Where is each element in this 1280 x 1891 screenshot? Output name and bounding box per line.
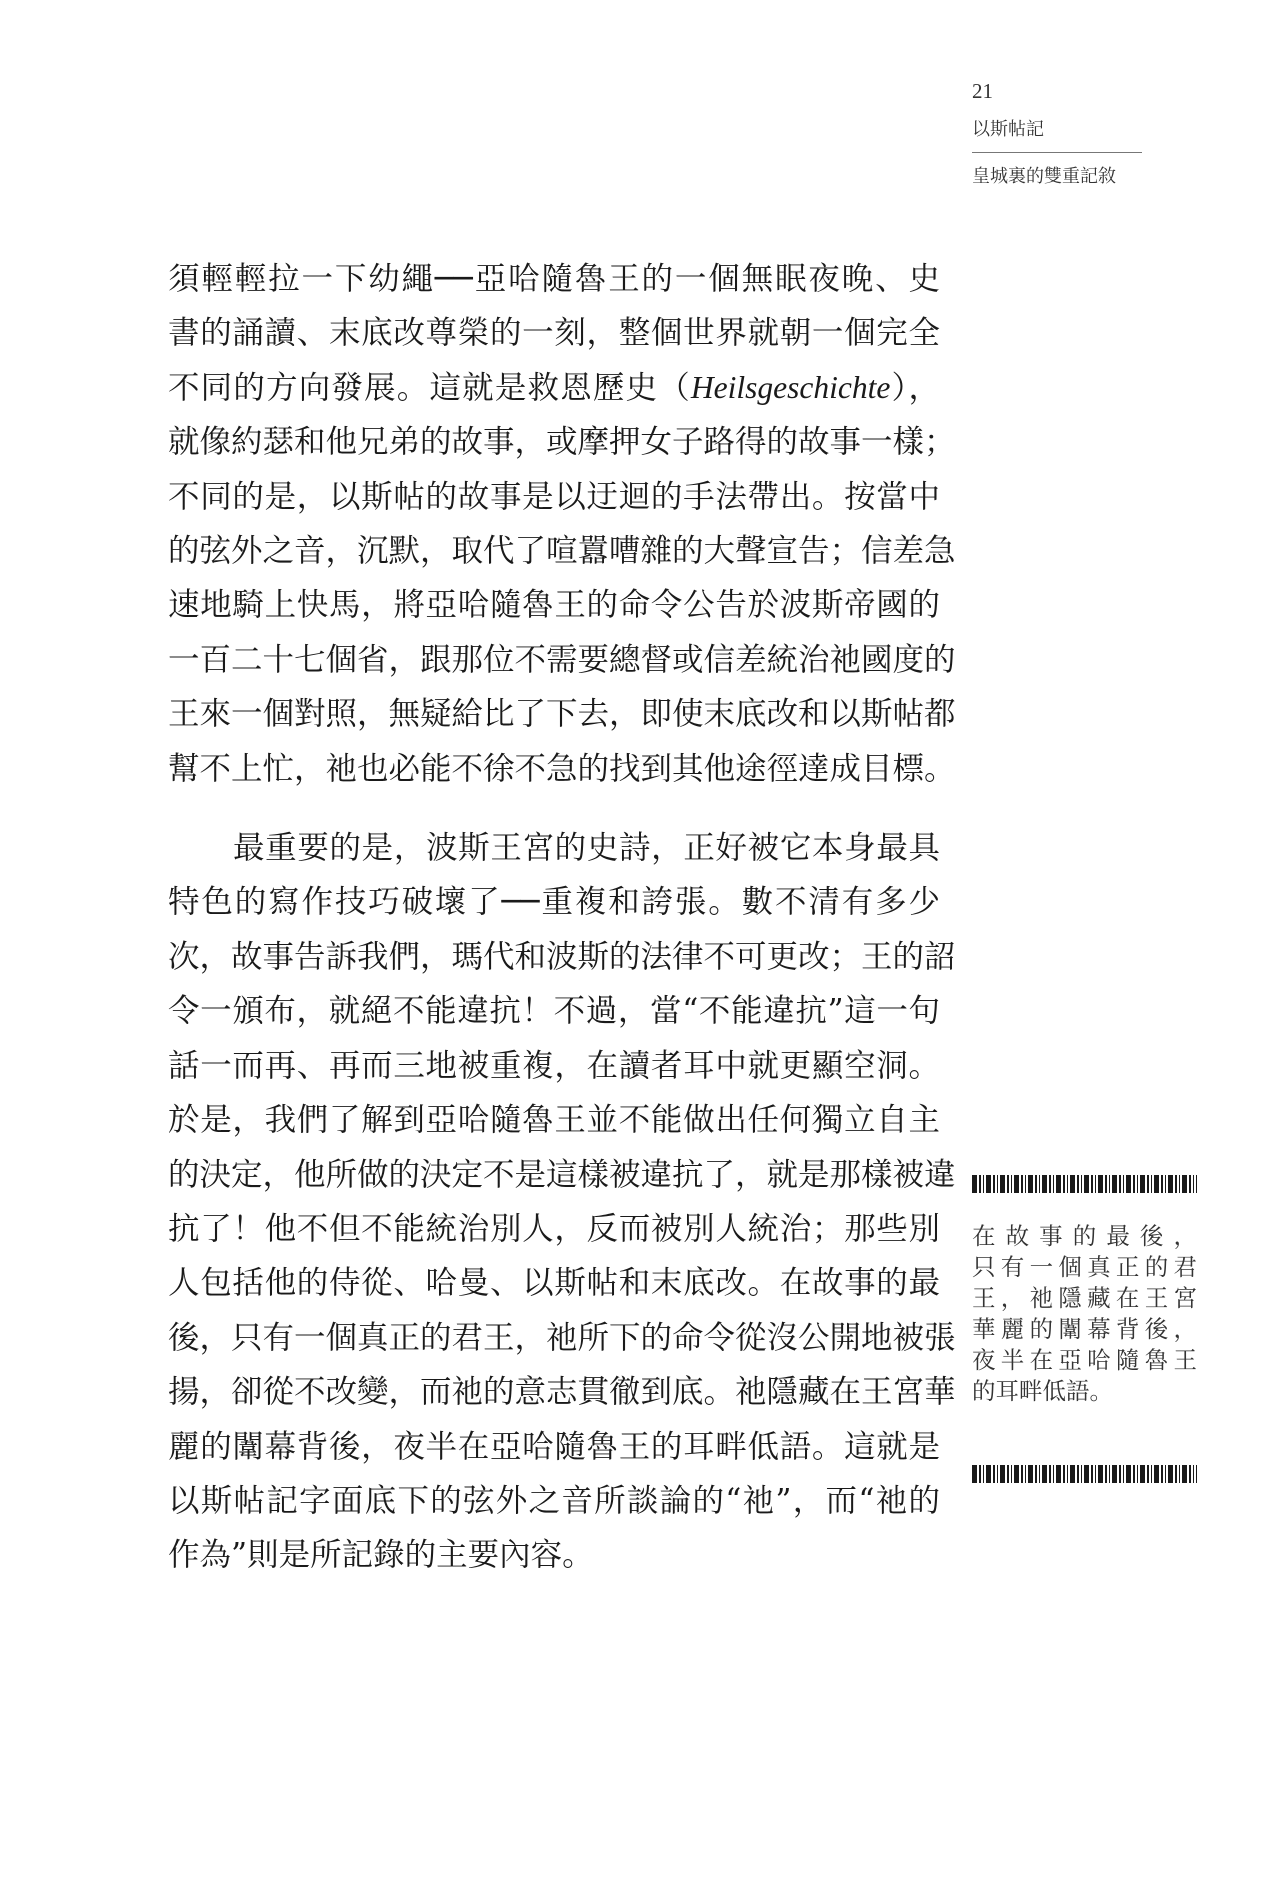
text-line: 的決定，他所做的決定不是這樣被違抗了，就是那樣被違 [168,1156,956,1193]
text-line: 揚，卻從不改變，而祂的意志貫徹到底。祂隱藏在王宮華 [168,1374,956,1411]
text-line: 以斯帖記字面底下的弦外之音所談論的“祂”，而“祂的 [168,1482,940,1519]
quote-line: 夜半在亞哈隨魯王 [972,1346,1197,1374]
text-line: 就像約瑟和他兄弟的故事，或摩押女子路得的故事一樣； [168,424,956,461]
text-line: 須輕輕拉一下幼繩──亞哈隨魯王的一個無眠夜晚、史 [168,261,940,297]
text-line: 次，故事告訴我們，瑪代和波斯的法律不可更改；王的詔 [168,938,956,975]
text-line: 的弦外之音，沉默，取代了喧囂嘈雜的大聲宣告；信差急 [168,533,956,570]
text-line: 特色的寫作技巧破壞了──重複和誇張。數不清有多少 [168,884,940,921]
quote-line: 在故事的最後， [972,1222,1197,1250]
pull-quote-bottom-bar [972,1465,1197,1483]
italic-term: Heilsgeschichte [690,369,891,405]
pull-quote [972,1175,1197,1483]
pull-quote-top-bar [972,1175,1197,1193]
text-line: 後，只有一個真正的君王，祂所下的命令從沒公開地被張 [168,1319,956,1356]
paragraph-gap [168,796,940,821]
text-line: 令一頒布，就絕不能違抗！不過，當“不能違抗”這一句 [168,993,940,1030]
quote-line: 華麗的闈幕背後， [972,1315,1197,1343]
pull-quote-text [972,1221,1197,1407]
text-line: 一百二十七個省，跟那位不需要總督或信差統治祂國度的 [168,641,956,678]
text-line: 速地騎上快馬，將亞哈隨魯王的命令公告於波斯帝國的 [168,587,940,624]
page-number: 21 [972,79,993,103]
quote-line: 只有一個真正的君 [972,1253,1197,1281]
quote-line: 的耳畔低語。 [972,1377,1113,1405]
text-line: 最重要的是，波斯王宮的史詩，正好被它本身最具 [233,830,940,867]
text-line-with-term [168,361,940,415]
chapter-title: 皇城裏的雙重記敘 [972,166,1116,187]
book-title: 以斯帖記 [972,118,1142,153]
main-text [168,252,956,1583]
text-line: 人包括他的侍從、哈曼、以斯帖和末底改。在故事的最 [168,1265,940,1302]
text-line: 書的誦讀、末底改尊榮的一刻，整個世界就朝一個完全 [168,315,940,352]
text-line: 作為”則是所記錄的主要內容。 [168,1537,594,1574]
text-line: 話一而再、再而三地被重複，在讀者耳中就更顯空洞。 [168,1047,940,1084]
term-suffix: ）， [890,369,940,406]
quote-line: 王，祂隱藏在王宮 [972,1284,1197,1312]
text-line: 幫不上忙，祂也必能不徐不急的找到其他途徑達成目標。 [168,750,956,787]
text-line: 麗的闈幕背後，夜半在亞哈隨魯王的耳畔低語。這就是 [168,1428,940,1465]
paragraph-2 [168,821,956,1583]
paragraph-1 [168,252,956,796]
text-line: 抗了！他不但不能統治別人，反而被別人統治；那些別 [168,1210,940,1247]
running-header [972,78,1142,189]
text-line: 王來一個對照，無疑給比了下去，即使末底改和以斯帖都 [168,696,956,733]
text-line-prefix: 不同的方向發展。這就是救恩歷史（ [168,369,691,406]
text-line: 不同的是，以斯帖的故事是以迂迴的手法帶出。按當中 [168,478,940,515]
text-line: 於是，我們了解到亞哈隨魯王並不能做出任何獨立自主 [168,1102,940,1139]
